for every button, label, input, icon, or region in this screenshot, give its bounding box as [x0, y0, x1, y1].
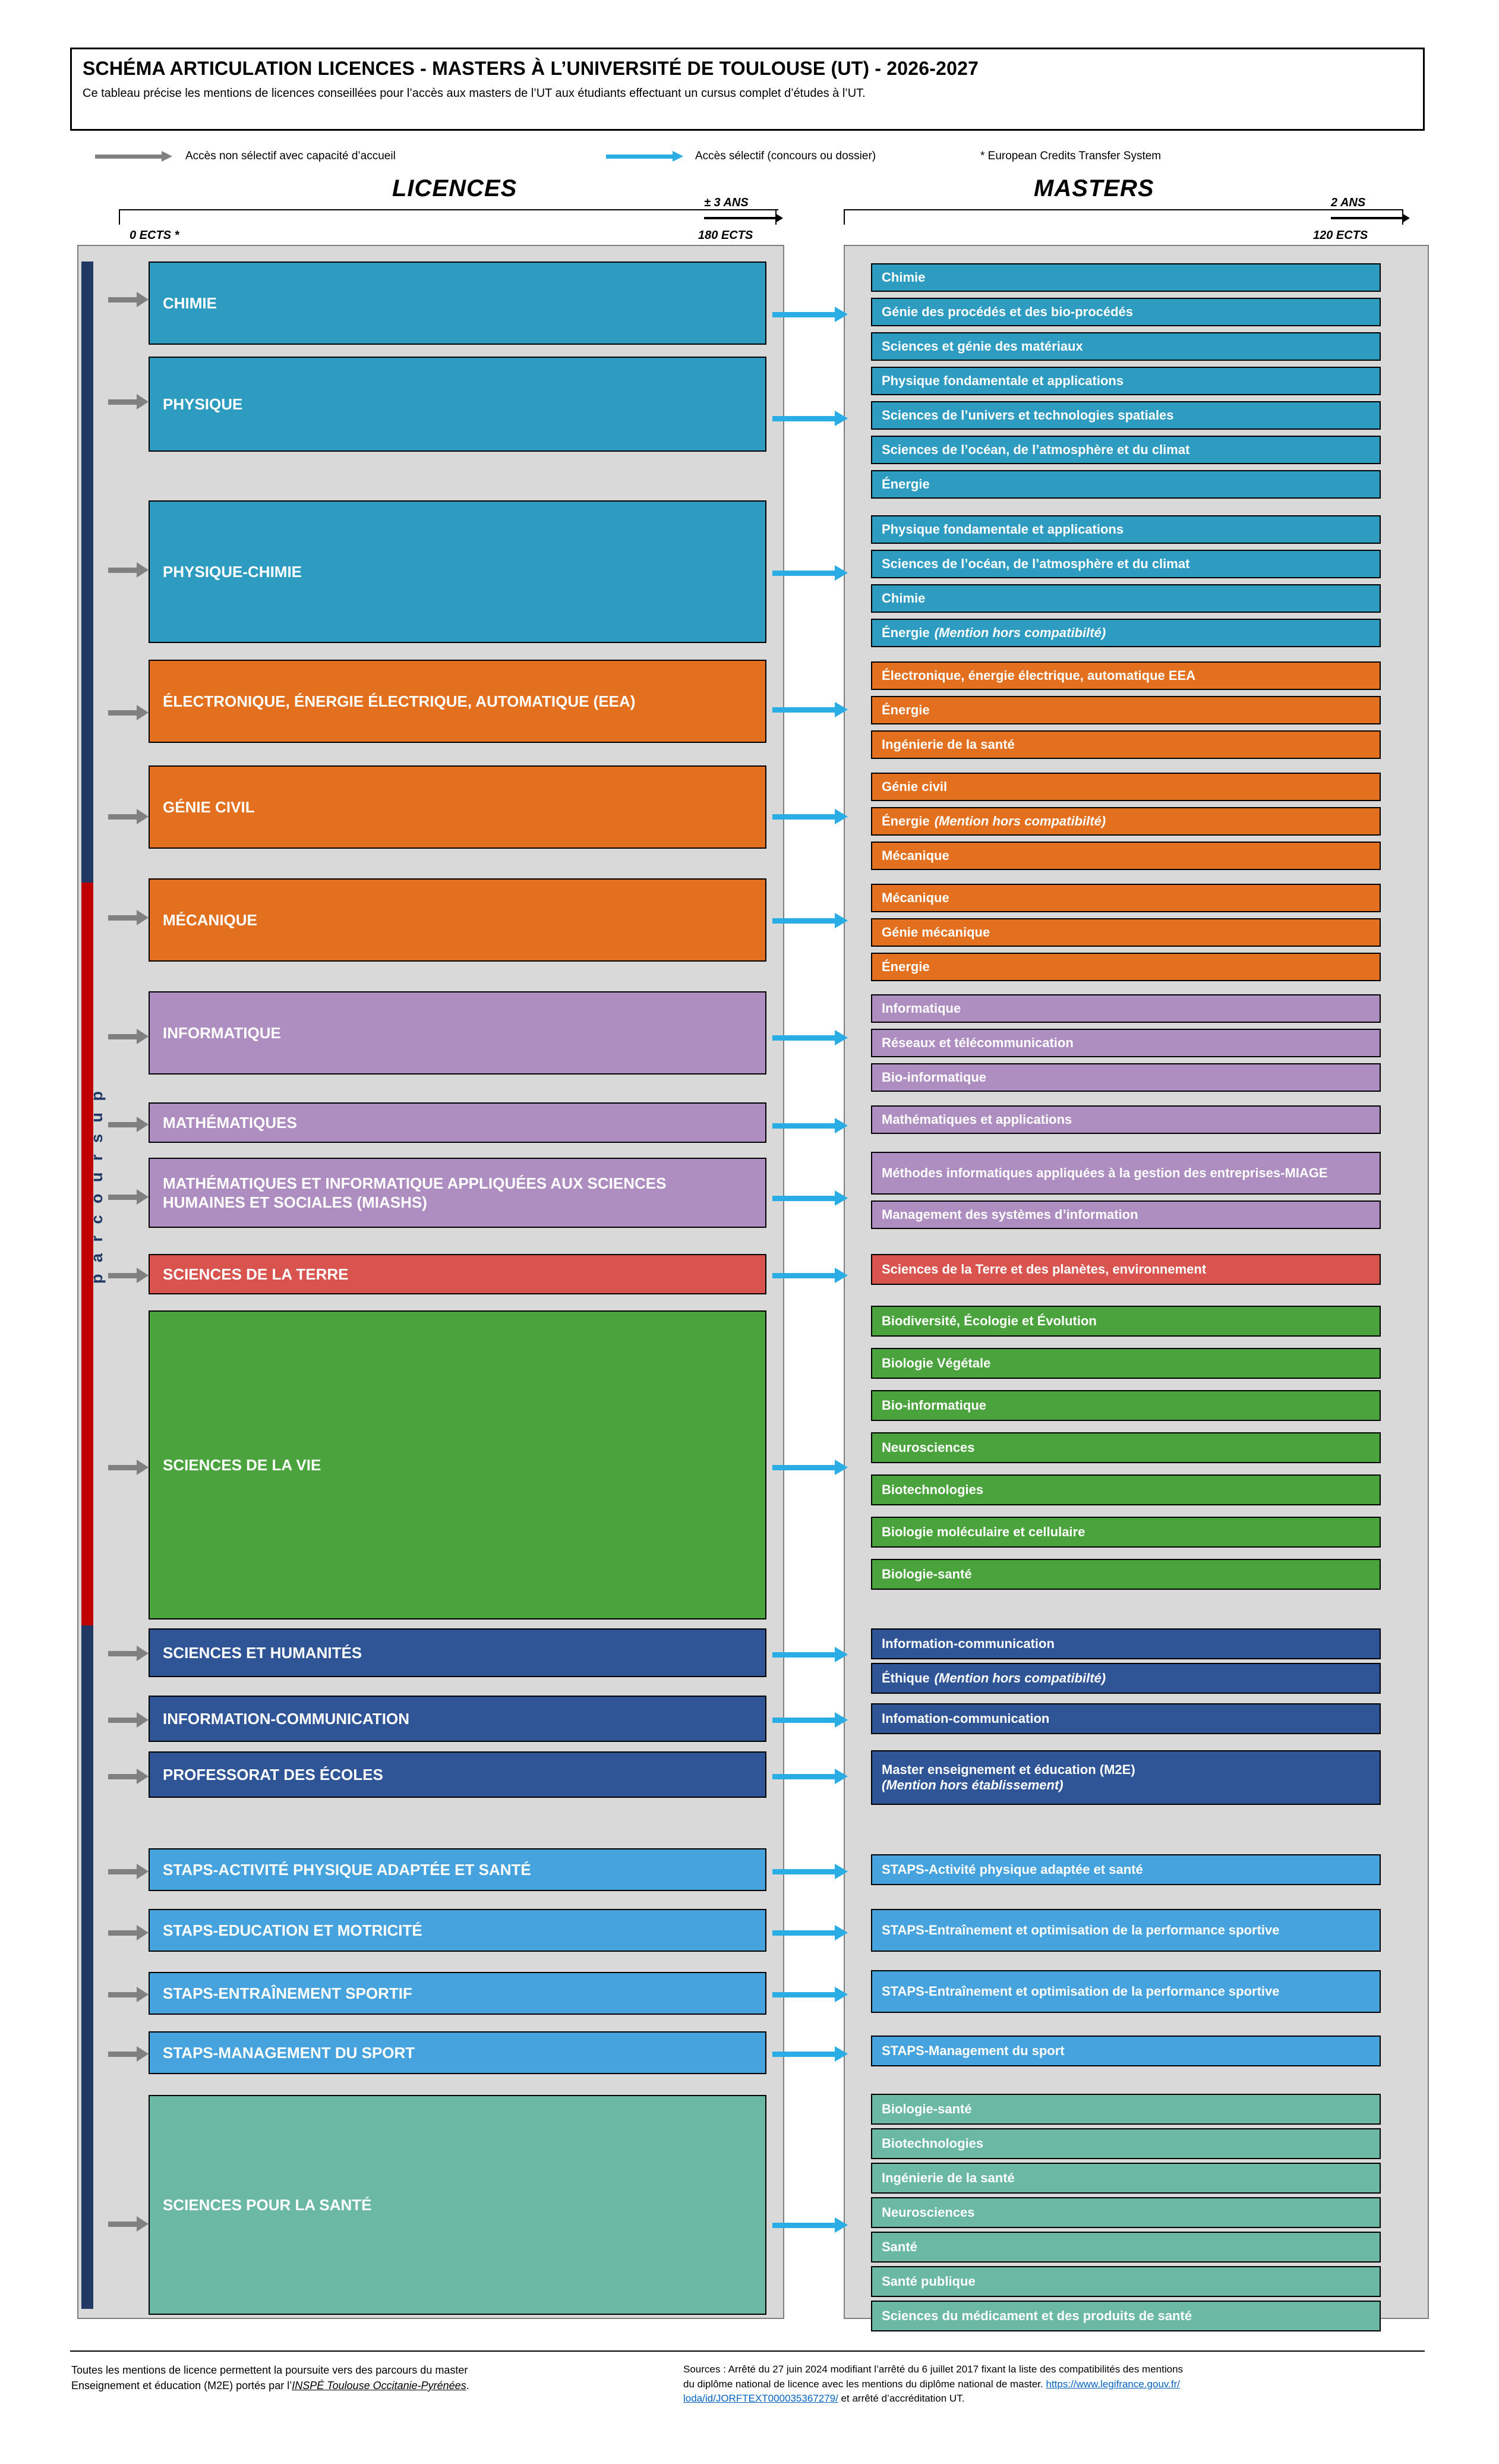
master-box-energie-1[interactable] — [871, 470, 1381, 499]
master-label: Mécanique — [882, 847, 949, 863]
master-box-chimie[interactable] — [871, 263, 1381, 292]
licence-label: INFORMATIQUE — [163, 1023, 281, 1042]
master-box-sciences-medicament[interactable] — [871, 2301, 1381, 2331]
master-label: Infomation-communication — [882, 1710, 1050, 1726]
master-label: Énergie — [882, 702, 930, 717]
licence-label: GÉNIE CIVIL — [163, 798, 255, 816]
licence-box-mathematiques[interactable] — [149, 1102, 766, 1143]
master-box-m2e[interactable] — [871, 1750, 1381, 1805]
licence-label: STAPS-EDUCATION ET MOTRICITÉ — [163, 1921, 422, 1939]
licence-label: STAPS-ACTIVITÉ PHYSIQUE ADAPTÉE ET SANTÉ — [163, 1860, 531, 1879]
ects-start-label: 0 ECTS * — [130, 229, 179, 242]
parcoursup-label: p a r c o u r s u p — [88, 1088, 106, 1284]
licence-box-sciences-humanites[interactable] — [149, 1628, 766, 1677]
master-box-sciences-ocean-1[interactable] — [871, 436, 1381, 464]
master-box-reseaux-telecom[interactable] — [871, 1029, 1381, 1057]
masters-duration-label: 2 ANS — [1331, 196, 1366, 209]
licences-duration-arrow — [704, 217, 775, 219]
page-subtitle: Ce tableau précise les mentions de licences conseillées pour l’accès aux masters de l’UT aux étudiants effectuant un cursus complet d’études à l’UT. — [83, 87, 866, 100]
master-label: Énergie — [882, 476, 930, 491]
ects-tick-start — [119, 209, 120, 225]
legend-selectif-label: Accès sélectif (concours ou dossier) — [695, 150, 876, 162]
master-box-energie-2[interactable] — [871, 696, 1381, 724]
master-note: (Mention hors établissement) — [882, 1778, 1063, 1792]
licence-box-sciences-sante[interactable] — [149, 2095, 766, 2315]
footer-right-note — [683, 2362, 1426, 2406]
master-label: Mécanique — [882, 890, 949, 905]
legifrance-link-part1[interactable]: https://www.legifrance.gouv.fr/ — [1046, 2378, 1180, 2390]
master-label: Physique fondamentale et applications — [882, 521, 1124, 537]
master-label: Chimie — [882, 590, 926, 606]
master-label: Méthodes informatiques appliquées à la gestion des entreprises-MIAGE — [882, 1165, 1328, 1180]
licence-box-staps-education[interactable] — [149, 1909, 766, 1952]
master-box-biotechnologies-2[interactable] — [871, 2128, 1381, 2159]
footer-left-line2-prefix: Enseignement et éducation (M2E) portés par l’ — [71, 2380, 292, 2392]
master-box-biologie-sante-2[interactable] — [871, 2094, 1381, 2125]
ects-tick-master-start — [844, 209, 845, 225]
licence-box-chimie[interactable] — [149, 261, 766, 345]
master-note: (Mention hors compatibilté) — [934, 625, 1106, 640]
master-label: Génie des procédés et des bio-procédés — [882, 304, 1134, 319]
master-box-genie-civil[interactable] — [871, 773, 1381, 801]
master-box-energie-hors-compat-1[interactable] — [871, 619, 1381, 647]
master-label: Biologie-santé — [882, 2101, 972, 2116]
parcoursup-rail-bottom — [81, 1625, 93, 2309]
ects-tick-120 — [1402, 209, 1403, 225]
licence-label: PHYSIQUE-CHIMIE — [163, 562, 302, 581]
master-label: Management des systèmes d’information — [882, 1206, 1138, 1222]
master-label: Santé publique — [882, 2273, 976, 2289]
master-box-biodiversite[interactable] — [871, 1306, 1381, 1337]
master-label: Physique fondamentale et applications — [882, 373, 1124, 388]
master-box-staps-management[interactable] — [871, 2036, 1381, 2066]
ects-axis-right — [844, 209, 1402, 210]
master-label: STAPS-Activité physique adaptée et santé — [882, 1861, 1143, 1877]
master-box-mecanique-2[interactable] — [871, 884, 1381, 912]
master-box-miage[interactable] — [871, 1152, 1381, 1195]
master-label: Biologie moléculaire et cellulaire — [882, 1524, 1085, 1539]
master-label: STAPS-Entraînement et optimisation de la performance sportive — [882, 1922, 1280, 1937]
master-label: Sciences de l’océan, de l’atmosphère et du climat — [882, 556, 1190, 571]
licence-label: CHIMIE — [163, 294, 217, 312]
master-label: Génie civil — [882, 779, 948, 794]
master-label: Bio-informatique — [882, 1069, 986, 1085]
footer-divider — [70, 2350, 1425, 2352]
master-box-management-systemes-information[interactable] — [871, 1201, 1381, 1229]
inspe-link[interactable]: INSPÉ Toulouse Occitanie-Pyrénées — [292, 2380, 466, 2392]
licence-box-professorat-ecoles[interactable] — [149, 1751, 766, 1798]
master-box-infomation-communication-2[interactable] — [871, 1703, 1381, 1734]
master-label: Mathématiques et applications — [882, 1111, 1072, 1127]
licences-column-title: LICENCES — [392, 175, 517, 201]
master-label: STAPS-Entraînement et optimisation de la performance sportive — [882, 1983, 1280, 1999]
licence-label: SCIENCES POUR LA SANTÉ — [163, 2195, 372, 2214]
licence-label: ÉLECTRONIQUE, ÉNERGIE ÉLECTRIQUE, AUTOMATIQUE (EEA) — [163, 692, 636, 710]
master-box-ingenierie-sante-2[interactable] — [871, 2163, 1381, 2194]
master-label: Sciences du médicament et des produits de santé — [882, 2308, 1192, 2323]
licence-label: STAPS-ENTRAÎNEMENT SPORTIF — [163, 1984, 412, 2002]
licence-box-miashs[interactable] — [149, 1158, 766, 1228]
master-box-sciences-ocean-2[interactable] — [871, 550, 1381, 578]
licence-label: STAPS-MANAGEMENT DU SPORT — [163, 2043, 415, 2062]
master-box-sciences-genie-materiaux[interactable] — [871, 332, 1381, 361]
master-box-bio-informatique-1[interactable] — [871, 1063, 1381, 1092]
master-box-ethique[interactable] — [871, 1663, 1381, 1694]
licence-box-informatique[interactable] — [149, 991, 766, 1075]
licence-label: MÉCANIQUE — [163, 910, 257, 929]
master-box-mecanique-1[interactable] — [871, 842, 1381, 870]
licence-box-information-communication[interactable] — [149, 1696, 766, 1742]
master-box-genie-mecanique[interactable] — [871, 918, 1381, 947]
master-box-ingenierie-sante-1[interactable] — [871, 730, 1381, 759]
master-box-neurosciences-2[interactable] — [871, 2197, 1381, 2228]
master-box-staps-aps[interactable] — [871, 1854, 1381, 1885]
master-label: Éthique — [882, 1670, 930, 1685]
licence-label: SCIENCES DE LA VIE — [163, 1455, 321, 1474]
licence-box-mecanique[interactable] — [149, 878, 766, 962]
footer-right-line2-prefix: du diplôme national de licence avec les mentions du diplôme national de master. — [683, 2378, 1046, 2390]
licence-box-genie-civil[interactable] — [149, 765, 766, 849]
master-label: Sciences de l’univers et technologies spatiales — [882, 407, 1174, 423]
licence-box-physique-chimie[interactable] — [149, 500, 766, 643]
master-label: Biologie Végétale — [882, 1355, 991, 1370]
master-box-sciences-terre-planetes[interactable] — [871, 1254, 1381, 1285]
master-label: Génie mécanique — [882, 924, 990, 940]
master-box-biologie-sante-1[interactable] — [871, 1559, 1381, 1590]
master-label: Biotechnologies — [882, 2135, 984, 2151]
master-label: Neurosciences — [882, 1439, 975, 1455]
legend-ects-note: * European Credits Transfer System — [980, 150, 1162, 162]
master-note: (Mention hors compatibilté) — [934, 813, 1106, 828]
header-box — [70, 48, 1425, 131]
master-label: Réseaux et télécommunication — [882, 1035, 1074, 1050]
master-label: Informatique — [882, 1000, 961, 1016]
licence-box-sciences-terre[interactable] — [149, 1254, 766, 1294]
footer-left-line2-suffix: . — [466, 2380, 469, 2392]
master-box-sciences-univers[interactable] — [871, 401, 1381, 430]
licence-label: INFORMATION-COMMUNICATION — [163, 1709, 409, 1728]
master-label: Biotechnologies — [882, 1482, 984, 1497]
licence-box-physique[interactable] — [149, 357, 766, 452]
master-label: Santé — [882, 2239, 917, 2254]
master-box-staps-entrainement-2[interactable] — [871, 1970, 1381, 2013]
master-label: Neurosciences — [882, 2204, 975, 2220]
master-box-staps-entrainement-1[interactable] — [871, 1909, 1381, 1952]
licence-label: PROFESSORAT DES ÉCOLES — [163, 1765, 383, 1784]
masters-column-title: MASTERS — [1034, 175, 1154, 201]
master-box-informatique[interactable] — [871, 994, 1381, 1023]
master-box-physique-fondamentale-2[interactable] — [871, 515, 1381, 544]
master-label: Sciences de la Terre et des planètes, environnement — [882, 1261, 1207, 1277]
master-box-physique-fondamentale-1[interactable] — [871, 367, 1381, 395]
master-label: Énergie — [882, 959, 930, 974]
master-box-genie-procedes[interactable] — [871, 298, 1381, 326]
footer-left-line1: Toutes les mentions de licence permettent la poursuite vers des parcours du master — [71, 2364, 468, 2376]
master-box-biologie-vegetale[interactable] — [871, 1348, 1381, 1379]
master-label: Ingénierie de la santé — [882, 736, 1015, 752]
master-label: Électronique, énergie électrique, automatique EEA — [882, 667, 1196, 683]
master-label: Biodiversité, Écologie et Évolution — [882, 1313, 1097, 1328]
master-label: Chimie — [882, 269, 926, 285]
master-box-eea[interactable] — [871, 661, 1381, 690]
master-label: Bio-informatique — [882, 1397, 986, 1413]
master-box-energie-3[interactable] — [871, 953, 1381, 981]
master-box-biotechnologies-1[interactable] — [871, 1474, 1381, 1505]
master-box-mathematiques-applications[interactable] — [871, 1105, 1381, 1134]
master-box-chimie-2[interactable] — [871, 584, 1381, 613]
licence-box-staps-management[interactable] — [149, 2031, 766, 2074]
master-label: Sciences de l’océan, de l’atmosphère et du climat — [882, 442, 1190, 457]
licence-label: MATHÉMATIQUES ET INFORMATIQUE APPLIQUÉES AUX SCIENCES HUMAINES ET SOCIALES (MIASHS) — [163, 1174, 667, 1211]
master-label: Sciences et génie des matériaux — [882, 338, 1083, 354]
master-label: Énergie — [882, 625, 930, 640]
licence-label: SCIENCES DE LA TERRE — [163, 1265, 349, 1283]
master-label: Biologie-santé — [882, 1566, 972, 1581]
licence-label: PHYSIQUE — [163, 395, 243, 413]
master-box-energie-hors-compat-2[interactable] — [871, 807, 1381, 836]
licence-box-eea[interactable] — [149, 660, 766, 743]
master-label: Information-communication — [882, 1636, 1055, 1651]
footer-right-line1: Sources : Arrêté du 27 juin 2024 modifiant l’arrêté du 6 juillet 2017 fixant la liste des compatibilités des mentions — [683, 2364, 1184, 2375]
master-box-biologie-moleculaire[interactable] — [871, 1517, 1381, 1548]
licence-box-staps-entrainement[interactable] — [149, 1972, 766, 2015]
master-box-bio-informatique-2[interactable] — [871, 1390, 1381, 1421]
master-label: Énergie — [882, 813, 930, 828]
ects-master-end-label: 120 ECTS — [1313, 229, 1368, 242]
master-label: Master enseignement et éducation (M2E) — [882, 1762, 1135, 1777]
master-note: (Mention hors compatibilté) — [934, 1670, 1106, 1685]
master-box-information-communication-1[interactable] — [871, 1628, 1381, 1659]
licence-label: MATHÉMATIQUES — [163, 1113, 297, 1132]
legend — [83, 147, 1426, 168]
ects-tick-180 — [775, 209, 777, 225]
ects-axis-left — [119, 209, 778, 210]
licence-box-sciences-vie[interactable] — [149, 1310, 766, 1619]
footer-left-note — [71, 2362, 665, 2393]
master-box-neurosciences-1[interactable] — [871, 1432, 1381, 1463]
licence-label: SCIENCES ET HUMANITÉS — [163, 1643, 362, 1662]
master-box-sante[interactable] — [871, 2232, 1381, 2263]
footer-right-line3-suffix: et arrêté d’accréditation UT. — [838, 2393, 965, 2405]
licence-box-staps-aps[interactable] — [149, 1848, 766, 1891]
master-label: Ingénierie de la santé — [882, 2170, 1015, 2185]
legend-non-selectif-label: Accès non sélectif avec capacité d’accueil — [185, 150, 396, 162]
legifrance-link-part2[interactable]: loda/id/JORFTEXT000035367279/ — [683, 2393, 838, 2405]
parcoursup-rail-top — [81, 261, 93, 883]
master-box-sante-publique[interactable] — [871, 2266, 1381, 2297]
masters-duration-arrow — [1331, 217, 1402, 219]
master-label: STAPS-Management du sport — [882, 2043, 1065, 2058]
licences-duration-label: ± 3 ANS — [704, 196, 749, 209]
ects-licence-end-label: 180 ECTS — [698, 229, 753, 242]
page-title: SCHÉMA ARTICULATION LICENCES - MASTERS À L’UNIVERSITÉ DE TOULOUSE (UT) - 2026-2027 — [83, 58, 979, 79]
